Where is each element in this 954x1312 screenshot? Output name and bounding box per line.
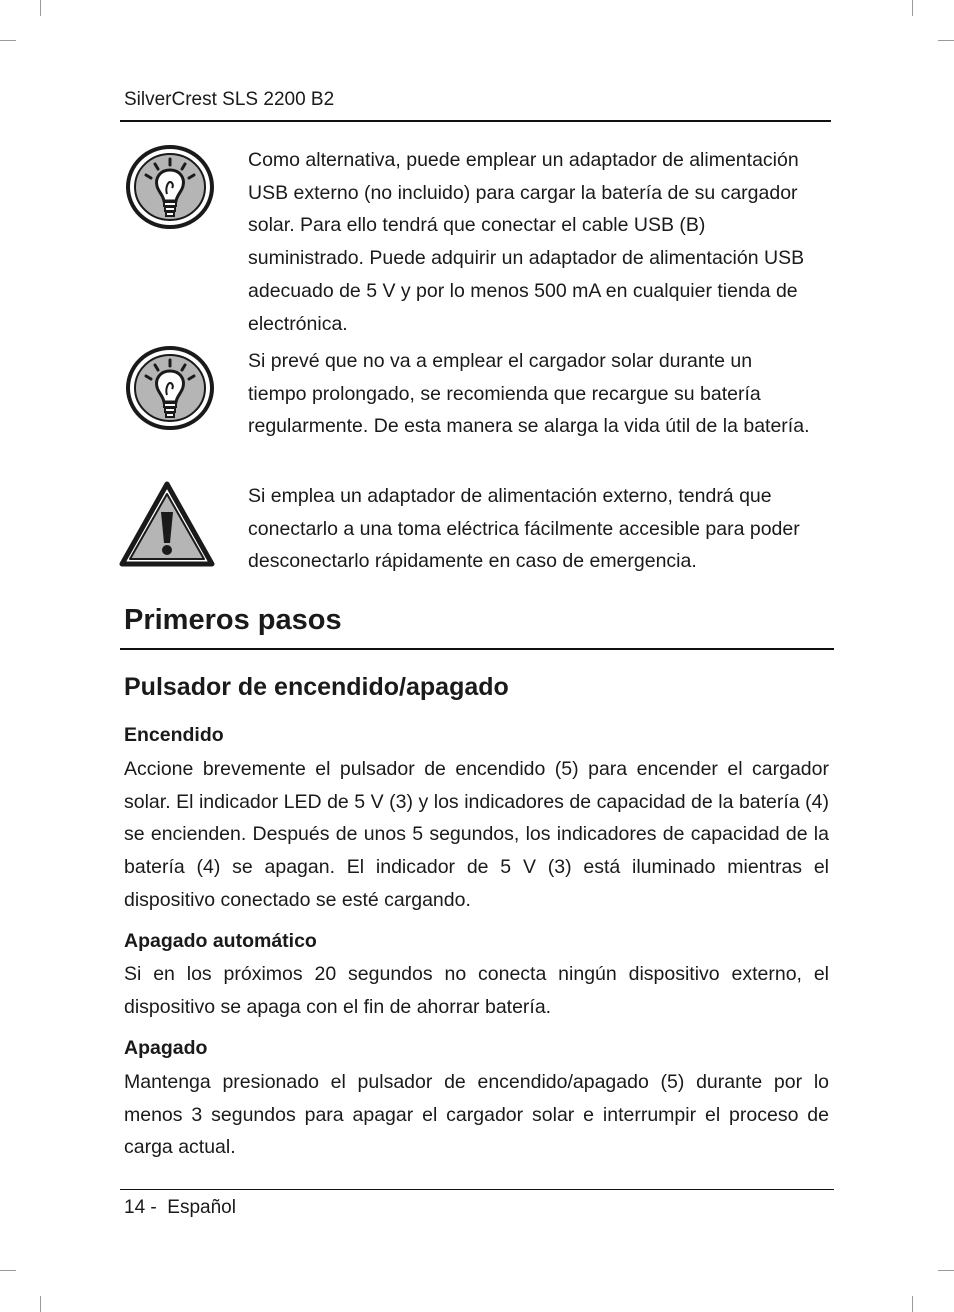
- crop-mark: [912, 1296, 913, 1312]
- block-paragraph: Si en los próximos 20 segundos no conecta ningún dispositivo externo, el dispositivo se apaga con el fin de ahorrar batería.: [124, 963, 829, 1018]
- block-heading: Apagado automático: [124, 930, 317, 952]
- crop-mark: [0, 1270, 16, 1271]
- header-divider: [120, 120, 831, 122]
- block-heading: Apagado: [124, 1037, 208, 1059]
- note-text: Si emplea un adaptador de alimentación externo, tendrá que conectarlo a una toma eléctrica fácilmente accesible para poder desconectarlo rápidamente en caso de emergencia.: [248, 485, 800, 573]
- warning-icon: [118, 480, 216, 568]
- block-heading: Encendido: [124, 724, 224, 746]
- note-text: Si prevé que no va a emplear el cargador solar durante un tiempo prolongado, se recomienda que recargue su batería regularmente. De esta manera se alarga la vida útil de la batería.: [248, 350, 810, 438]
- section-divider: [120, 648, 834, 650]
- block-paragraph: Accione brevemente el pulsador de encendido (5) para encender el cargador solar. El indicador LED de 5 V (3) y los indicadores de capacidad de la batería (4) se encienden. Después de unos 5 segundos, los indicadores de capacidad de la batería (4) se apagan. El indicador de 5 V (3) está iluminado mientras el dispositivo conectado se esté cargando.: [124, 758, 829, 911]
- note-text: Como alternativa, puede emplear un adaptador de alimentación USB externo (no incluido) para cargar la batería de su cargador solar. Para ello tendrá que conectar el cable USB (B) suministrado. Puede adquirir un adaptador de alimentación USB adecuado de 5 V y por lo menos 500 mA en cualquier tienda de electrónica.: [248, 149, 805, 335]
- crop-mark: [40, 0, 41, 16]
- crop-mark: [40, 1296, 41, 1312]
- footer-divider: [120, 1189, 834, 1190]
- section-title: Primeros pasos: [124, 604, 342, 636]
- lightbulb-icon: [124, 345, 216, 431]
- lightbulb-icon: [124, 144, 216, 230]
- running-header: SilverCrest SLS 2200 B2: [124, 89, 335, 110]
- page-number: 14 - Español: [124, 1197, 236, 1218]
- crop-mark: [0, 40, 16, 41]
- subsection-title: Pulsador de encendido/apagado: [124, 673, 509, 701]
- crop-mark: [938, 1270, 954, 1271]
- crop-mark: [912, 0, 913, 16]
- block-paragraph: Mantenga presionado el pulsador de encendido/apagado (5) durante por lo menos 3 segundos para apagar el cargador solar e interrumpir el proceso de carga actual.: [124, 1071, 829, 1159]
- crop-mark: [938, 40, 954, 41]
